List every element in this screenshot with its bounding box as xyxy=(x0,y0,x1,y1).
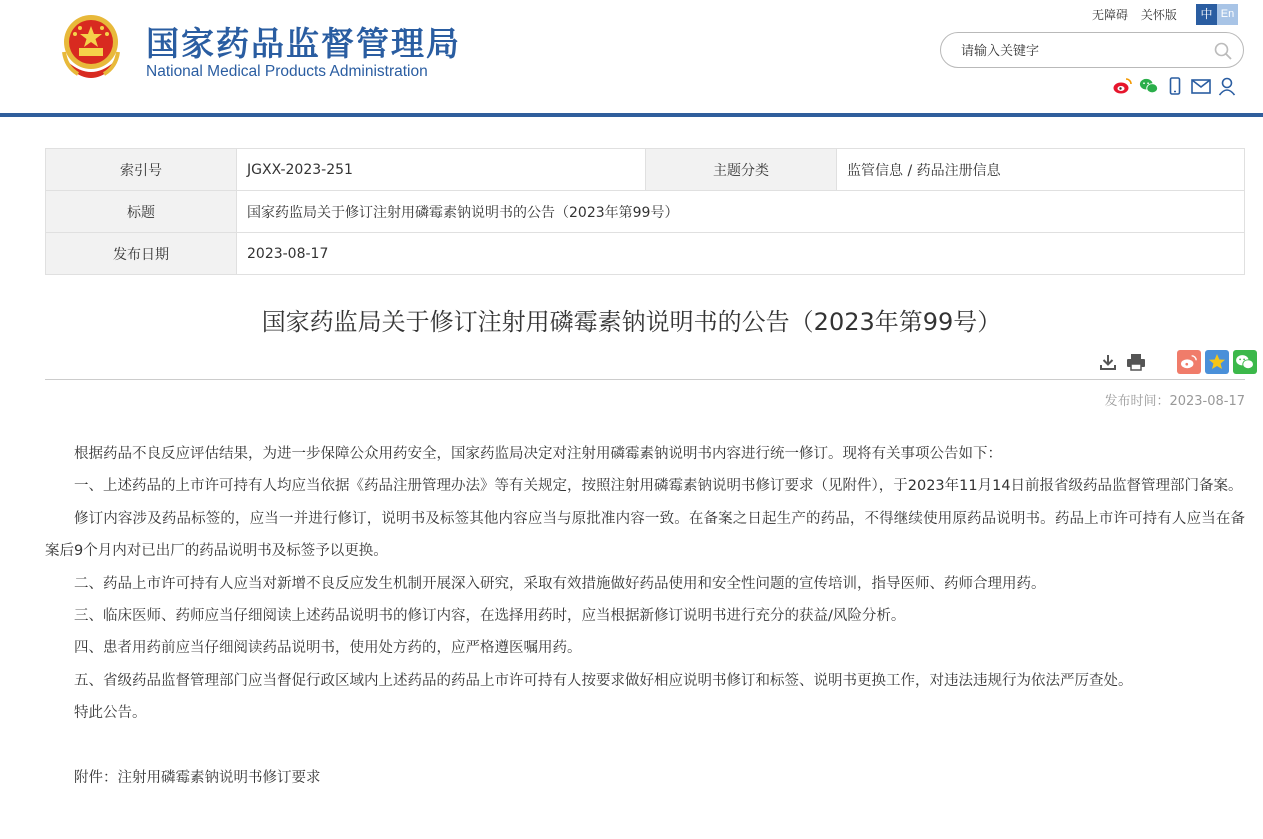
search-box xyxy=(940,32,1244,68)
date-value: 2023-08-17 xyxy=(237,233,1245,275)
index-value: JGXX-2023-251 xyxy=(237,149,646,191)
share-qzone-icon[interactable] xyxy=(1205,350,1229,374)
article-title: 国家药监局关于修订注射用磷霉素钠说明书的公告（2023年第99号） xyxy=(261,308,1002,336)
table-row xyxy=(46,191,1245,233)
paragraph: 四、患者用药前应当仔细阅读药品说明书，使用处方药的，应严格遵医嘱用药。 xyxy=(74,640,582,657)
mail-icon[interactable] xyxy=(1191,76,1211,96)
table-row xyxy=(46,149,1245,191)
header-divider-bar xyxy=(0,113,1263,117)
title-label: 标题 xyxy=(46,191,237,233)
lang-en-button[interactable]: En xyxy=(1217,4,1238,25)
article-body xyxy=(45,438,1245,794)
index-label: 索引号 xyxy=(46,149,237,191)
wechat-icon[interactable] xyxy=(1139,76,1159,96)
site-title-en[interactable]: National Medical Products Administration xyxy=(146,63,428,80)
site-title-cn[interactable]: 国家药品监督管理局 xyxy=(146,24,461,63)
download-icon[interactable] xyxy=(1097,351,1119,373)
category-label: 主题分类 xyxy=(646,149,837,191)
national-emblem-icon xyxy=(58,12,124,82)
article-divider xyxy=(45,379,1245,380)
date-label: 发布日期 xyxy=(46,233,237,275)
paragraph: 五、省级药品监督管理部门应当督促行政区域内上述药品的药品上市许可持有人按要求做好相应说明书修订和标签、说明书更换工作，对违法违规行为依法严厉查处。 xyxy=(74,672,1133,689)
paragraph: 特此公告。 xyxy=(74,705,147,722)
paragraph: 根据药品不良反应评估结果，为进一步保障公众用药安全，国家药监局决定对注射用磷霉素钠说明书内容进行统一修订。现将有关事项公告如下： xyxy=(74,446,1002,462)
lang-zh-button[interactable]: 中 xyxy=(1196,4,1217,25)
user-icon[interactable] xyxy=(1217,76,1237,96)
language-switch xyxy=(1196,4,1238,25)
print-icon[interactable] xyxy=(1125,351,1147,373)
paragraph: 三、临床医师、药师应当仔细阅读上述药品说明书的修订内容，在选择用药时，应当根据新修订说明书进行充分的获益/风险分析。 xyxy=(74,608,906,625)
category-value: 监管信息 / 药品注册信息 xyxy=(837,149,1245,191)
site-header xyxy=(0,0,1263,113)
top-links xyxy=(1092,6,1186,23)
blank-line xyxy=(45,730,1245,762)
share-weibo-icon[interactable] xyxy=(1177,350,1201,374)
article-tools xyxy=(1097,350,1257,374)
paragraph: 修订内容涉及药品标签的，应当一并进行修订，说明书及标签其他内容应当与原批准内容一致。在备案之日起生产的药品，不得继续使用原药品说明书。药品上市许可持有人应当在备案后9个月内对已出厂的药品说明书及标签予以更换。 xyxy=(45,510,1245,560)
mobile-icon[interactable] xyxy=(1165,76,1185,96)
attachment-link[interactable]: 附件：注射用磷霉素钠说明书修订要求 xyxy=(74,769,321,786)
search-input[interactable] xyxy=(961,41,1201,61)
search-icon[interactable] xyxy=(1213,41,1233,61)
publish-time: 发布时间：2023-08-17 xyxy=(1104,394,1245,409)
social-links xyxy=(1113,76,1237,96)
weibo-icon[interactable] xyxy=(1113,76,1133,96)
care-mode-link[interactable]: 关怀版 xyxy=(1140,8,1177,22)
share-wechat-icon[interactable] xyxy=(1233,350,1257,374)
paragraph: 一、上述药品的上市许可持有人均应当依据《药品注册管理办法》等有关规定，按照注射用磷霉素钠说明书修订要求（见附件），于2023年11月14日前报省级药品监督管理部门备案。 xyxy=(74,478,1243,495)
title-value: 国家药监局关于修订注射用磷霉素钠说明书的公告（2023年第99号） xyxy=(237,191,1245,233)
meta-info-table xyxy=(45,148,1245,275)
paragraph: 二、药品上市许可持有人应当对新增不良反应发生机制开展深入研究，采取有效措施做好药品使用和安全性问题的宣传培训，指导医师、药师合理用药。 xyxy=(74,575,1046,592)
table-row xyxy=(46,233,1245,275)
accessibility-link[interactable]: 无障碍 xyxy=(1092,8,1129,22)
